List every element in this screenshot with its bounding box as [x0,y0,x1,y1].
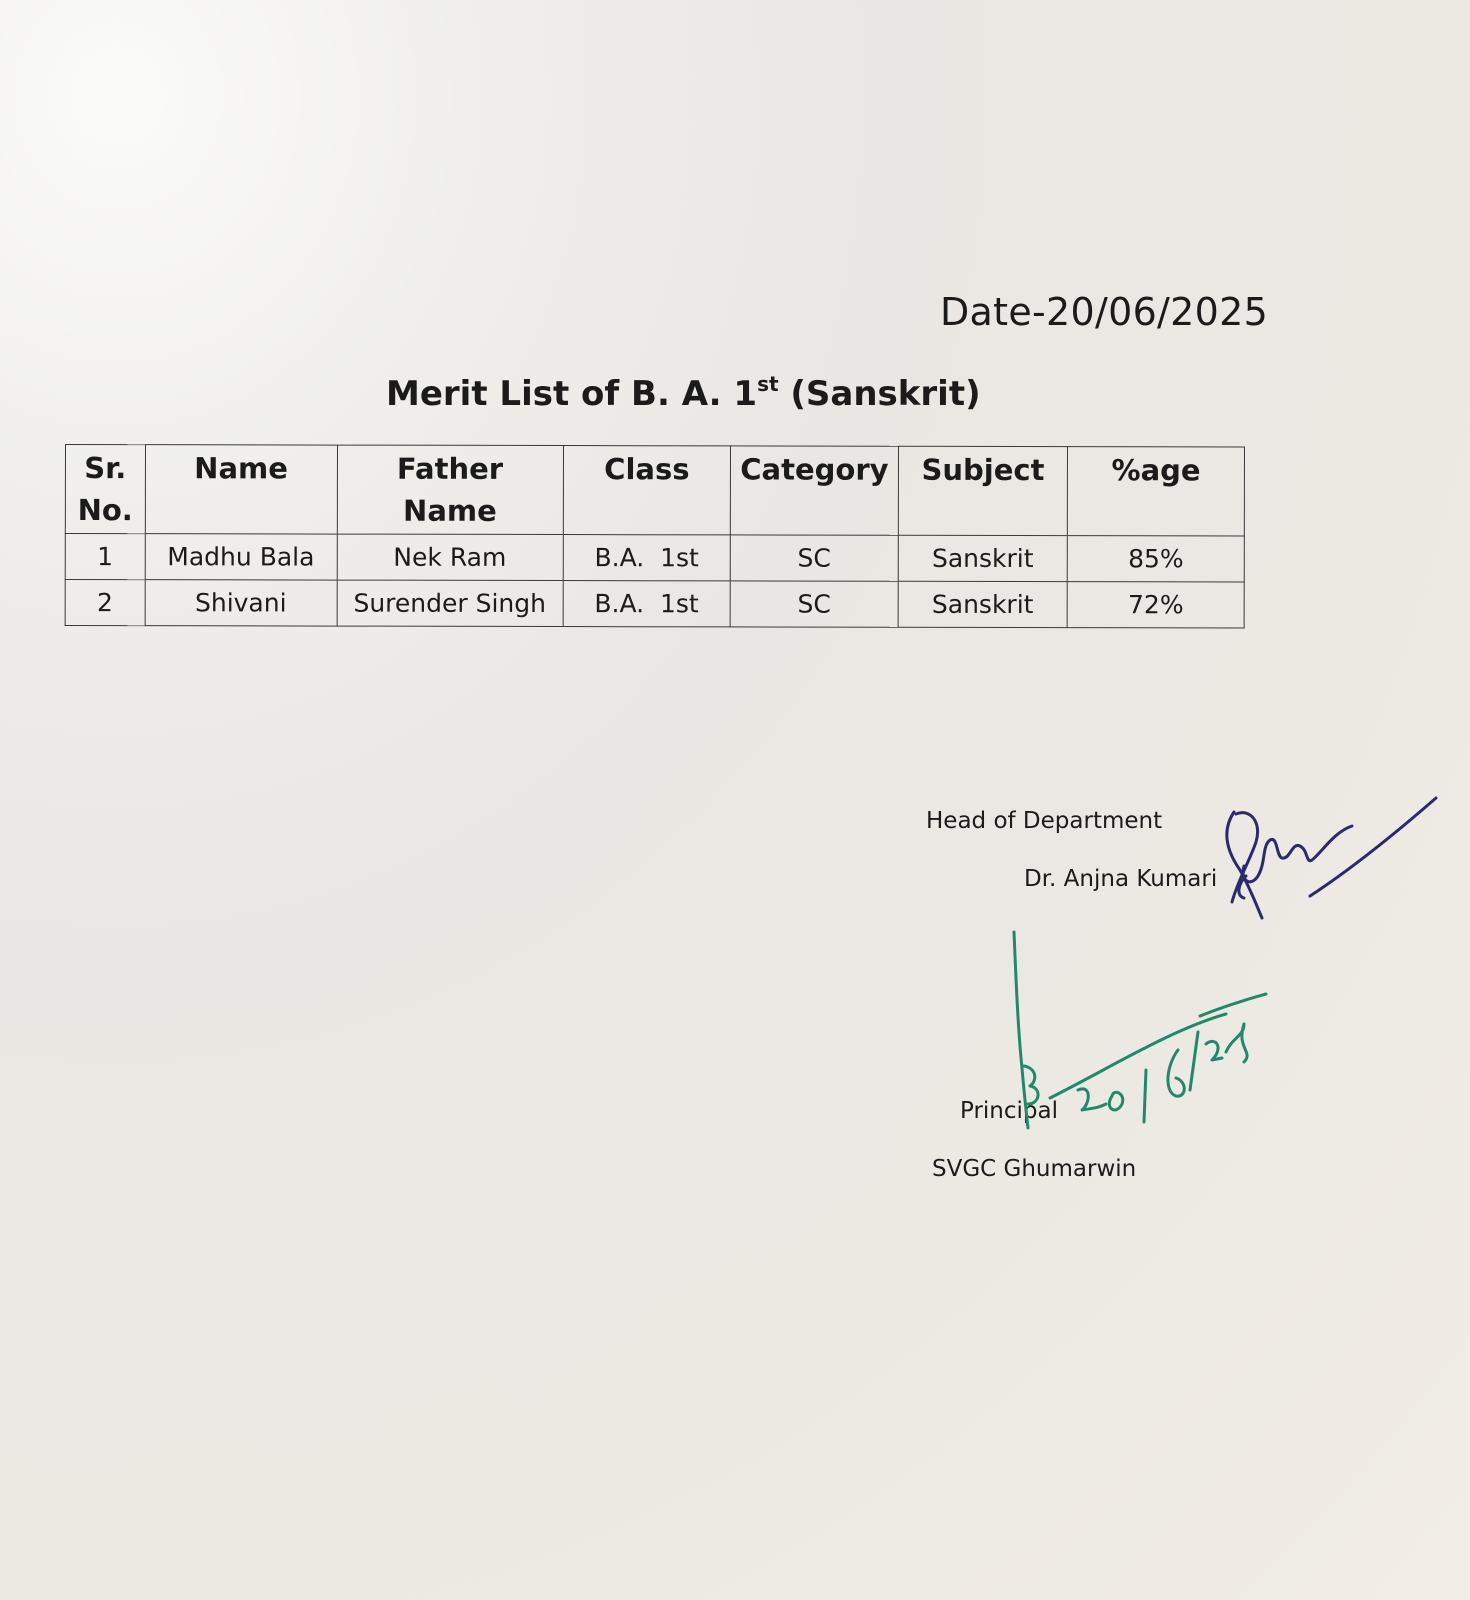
column-header-subject: Subject [898,446,1068,535]
cell-name: Madhu Bala [145,534,337,580]
principal-title: Principal [960,1098,1059,1124]
column-header-category: Category [730,446,898,535]
cell-category: SC [730,535,898,581]
column-header-name: Name [145,445,337,534]
title-superscript: st [757,372,779,396]
cell-category: SC [730,581,898,627]
table-header-row [65,445,1244,536]
column-header-class: Class [563,446,731,535]
column-header-percentage: %age [1068,447,1245,536]
column-header-father-name: Father Name [337,445,563,534]
table-row [65,534,1244,582]
cell-class: B.A. 1st [563,581,731,627]
column-header-sr-no: Sr. No. [65,445,145,534]
cell-father-name: Nek Ram [337,534,563,580]
cell-sr-no: 1 [65,534,145,580]
merit-table [65,444,1245,628]
hod-name: Dr. Anjna Kumari [1024,866,1218,892]
cell-father-name: Surender Singh [337,580,563,626]
cell-name: Shivani [145,580,337,626]
page-title [386,372,981,414]
title-tail: (Sanskrit) [778,374,981,414]
cell-class: B.A. 1st [563,535,731,581]
cell-percentage: 72% [1067,582,1244,628]
hod-signature [1227,798,1436,918]
document-date: Date-20/06/2025 [940,290,1269,334]
college-name: SVGC Ghumarwin [932,1156,1137,1182]
cell-subject: Sanskrit [898,535,1068,581]
cell-subject: Sanskrit [898,581,1068,627]
cell-sr-no: 2 [65,580,145,626]
cell-percentage: 85% [1068,536,1245,582]
hod-title: Head of Department [926,808,1163,834]
title-main: Merit List of B. A. 1 [386,374,758,414]
table-row [65,580,1244,628]
